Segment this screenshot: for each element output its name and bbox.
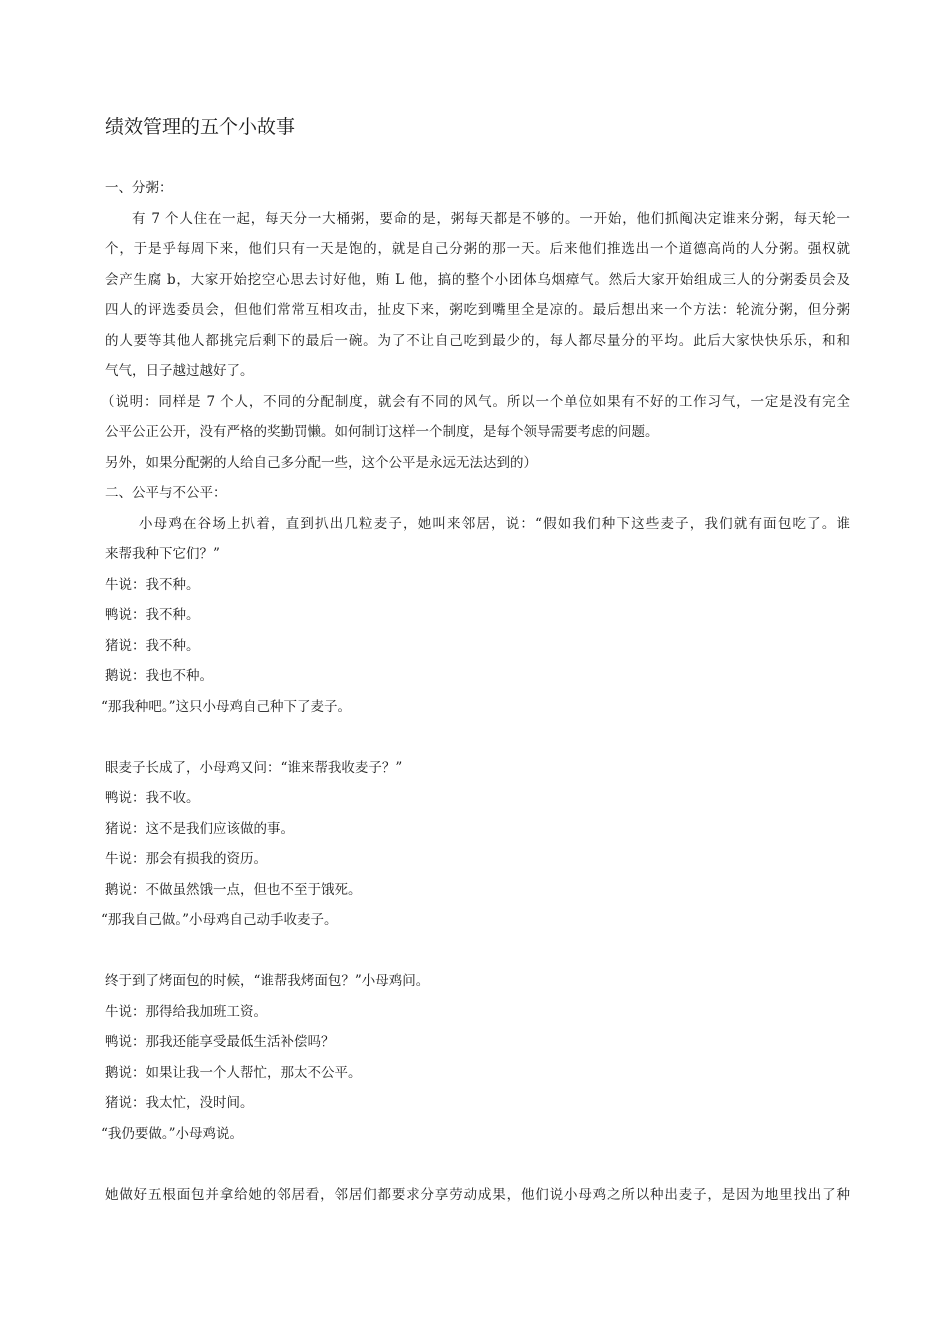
section-heading: 二、公平与不公平： <box>105 485 227 501</box>
dialogue-line: 眼麦子长成了，小母鸡又问：“谁来帮我收麦子？” <box>105 759 403 776</box>
note-line: （说明：同样是 7 个人，不同的分配制度，就会有不同的风气。所以一个单位如果有不好的工作习气，一定是没有完全 <box>101 393 850 410</box>
paragraph-line: 有 7 个人住在一起，每天分一大桶粥，要命的是，粥每天都是不够的。一开始，他们抓阄决定谁来分粥，每天轮一 <box>132 210 850 227</box>
dialogue-line: 猪说：我太忙，没时间。 <box>105 1095 254 1111</box>
dialogue-line: 鸭说：我不收。 <box>105 790 200 806</box>
paragraph-line: 个，于是乎每周下来，他们只有一天是饱的，就是自己分粥的那一天。后来他们推选出一个道德高尚的人分粥。强权就 <box>105 241 850 257</box>
dialogue-line: “我仍要做。”小母鸡说。 <box>101 1125 244 1142</box>
dialogue-line: “那我自己做。”小母鸡自己动手收麦子。 <box>101 912 338 928</box>
dialogue-line: 猪说：我不种。 <box>105 637 200 654</box>
paragraph-line: 四人的评选委员会，但他们常常互相攻击，扯皮下来，粥吃到嘴里全是凉的。最后想出来一个方法：轮流分粥，但分粥 <box>105 302 850 318</box>
paragraph-line: 会产生腐 b，大家开始挖空心思去讨好他，贿 L 他，搞的整个小团体乌烟瘴气。然后大家开始组成三人的分粥委员会及 <box>105 271 850 288</box>
dialogue-line: 鹅说：不做虽然饿一点，但也不至于饿死。 <box>105 881 362 898</box>
paragraph-line: 气气，日子越过越好了。 <box>105 363 254 379</box>
dialogue-line: 牛说：我不种。 <box>105 576 200 593</box>
blank-line <box>105 1149 850 1180</box>
section-heading: 一、分粥： <box>105 180 173 196</box>
dialogue-line: 鸭说：我不种。 <box>105 607 200 623</box>
note-line: 公平公正公开，没有严格的奖勤罚懒。如何制订这样一个制度，是每个领导需要考虑的问题。 <box>105 424 659 440</box>
dialogue-line: 鸭说：那我还能享受最低生活补偿吗？ <box>105 1034 335 1050</box>
paragraph-line: 来帮我种下它们？” <box>105 546 220 562</box>
blank-line <box>105 722 850 753</box>
note-line: 另外，如果分配粥的人给自己多分配一些，这个公平是永远无法达到的） <box>105 454 537 471</box>
paragraph-line: 她做好五根面包并拿给她的邻居看，邻居们都要求分享劳动成果，他们说小母鸡之所以种出麦子，是因为地里找出了种 <box>105 1186 850 1203</box>
dialogue-line: 鹅说：我也不种。 <box>105 668 213 684</box>
document-body <box>101 173 850 1210</box>
dialogue-line: “那我种吧。”这只小母鸡自己种下了麦子。 <box>101 698 352 715</box>
dialogue-line: 牛说：那会有损我的资历。 <box>105 851 267 867</box>
paragraph-line: 小母鸡在谷场上扒着，直到扒出几粒麦子，她叫来邻居，说：“假如我们种下这些麦子，我们就有面包吃了。谁 <box>139 515 850 532</box>
dialogue-line: 终于到了烤面包的时候，“谁帮我烤面包？”小母鸡问。 <box>105 973 430 989</box>
dialogue-line: 猪说：这不是我们应该做的事。 <box>105 820 294 837</box>
document-title: 绩效管理的五个小故事 <box>105 116 296 138</box>
paragraph-line: 的人要等其他人都挑完后剩下的最后一碗。为了不让自己吃到最少的，每人都尽量分的平均。此后大家快快乐乐，和和 <box>105 332 850 349</box>
blank-line <box>105 936 850 967</box>
dialogue-line: 牛说：那得给我加班工资。 <box>105 1003 267 1020</box>
dialogue-line: 鹅说：如果让我一个人帮忙，那太不公平。 <box>105 1064 362 1081</box>
